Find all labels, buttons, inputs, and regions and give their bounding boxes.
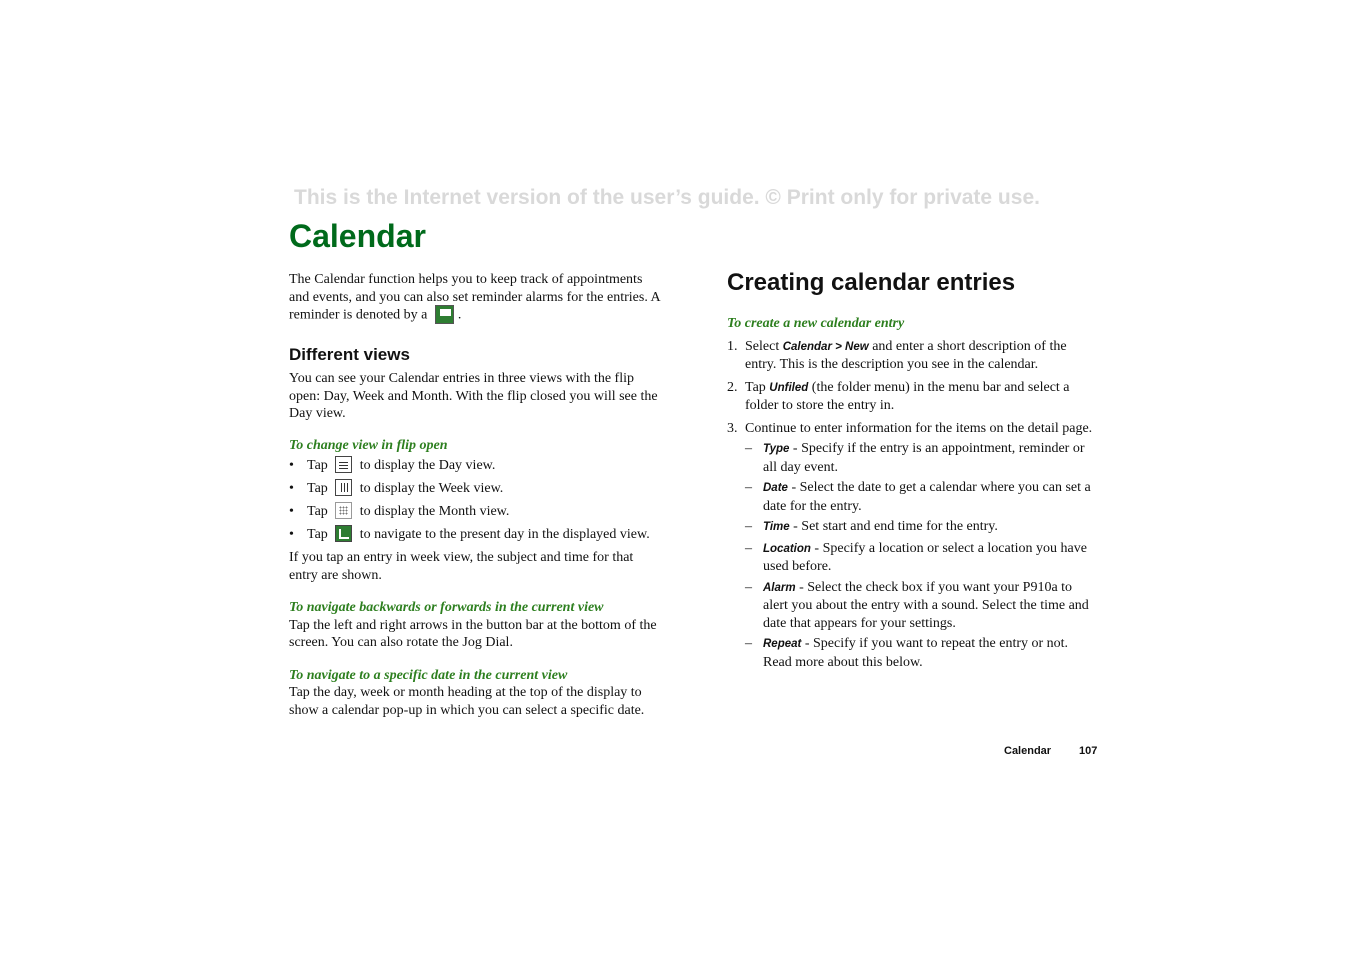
today-icon[interactable] <box>335 525 352 542</box>
intro-text: The Calendar function helps you to keep track of appointments and events, and you can also set reminder alarms for the entries. A reminder is denoted by a <box>289 272 660 323</box>
ui-term: Alarm <box>763 581 796 594</box>
dash: – <box>745 540 752 556</box>
list-item <box>289 480 661 498</box>
list-item <box>745 540 1099 576</box>
bullet-text: to display the Week view. <box>359 481 504 496</box>
tap-label: Tap <box>307 504 328 519</box>
detail-text: - Specify if you want to repeat the entry or not. Read more about this below. <box>763 636 1069 670</box>
change-view-heading: To change view in flip open <box>289 437 448 453</box>
ui-term: Type <box>763 443 790 455</box>
list-item <box>289 457 661 475</box>
step-text: Select <box>745 338 780 354</box>
tap-label: Tap <box>307 527 328 542</box>
dash: – <box>745 519 752 534</box>
bullet-text: to display the Day view. <box>359 458 496 473</box>
watermark: This is the Internet version of the user’s guide. © Print only for private use. <box>294 186 1040 209</box>
detail-text: - Select the date to get a calendar where you can set a date for the entry. <box>763 480 1091 514</box>
month-view-icon[interactable] <box>335 502 352 519</box>
week-view-icon[interactable] <box>335 479 352 496</box>
ui-term: Date <box>763 482 788 494</box>
bullet: • <box>289 481 294 496</box>
dash: – <box>745 579 752 595</box>
list-item <box>745 479 1099 515</box>
bullet: • <box>289 458 294 473</box>
page-title: Calendar <box>289 218 426 254</box>
list-item <box>289 526 661 544</box>
step-text: Tap <box>745 379 766 395</box>
navigate-heading: To navigate backwards or forwards in the current view <box>289 600 604 615</box>
detail-text: - Select the check box if you want your P910a to alert you about the entry with a sound. Select the time and date that appears for your settings. <box>763 579 1089 631</box>
page-number: 107 <box>1079 745 1098 757</box>
list-item <box>745 579 1099 633</box>
step-text: (the folder menu) in the menu bar and select a folder to store the entry in. <box>745 379 1070 413</box>
reminder-flag-icon <box>435 305 454 324</box>
tap-label: Tap <box>307 458 328 473</box>
right-column <box>727 268 1099 676</box>
footer-section: Calendar <box>1004 745 1052 757</box>
bullet: • <box>289 527 294 542</box>
ui-term: Repeat <box>763 638 802 650</box>
list-item <box>289 503 661 521</box>
day-view-icon[interactable] <box>335 456 352 473</box>
list-item <box>727 379 1099 415</box>
bullet: • <box>289 504 294 519</box>
detail-list <box>745 440 1099 671</box>
specific-date-paragraph: Tap the day, week or month heading at the top of the display to show a calendar pop-up in which you can select a specific date. <box>289 685 645 718</box>
step-number: 3. <box>727 420 738 436</box>
ui-term: Time <box>763 521 790 533</box>
ui-term: Location <box>763 542 811 555</box>
navigate-paragraph: Tap the left and right arrows in the button bar at the bottom of the screen. You can also rotate the Jog Dial. <box>289 617 657 650</box>
bullet-text: to navigate to the present day in the displayed view. <box>359 527 650 542</box>
detail-text: - Specify if the entry is an appointment, reminder or all day event. <box>763 441 1085 475</box>
specific-date-heading: To navigate to a specific date in the current view <box>289 667 568 683</box>
step-text: Continue to enter information for the items on the detail page. <box>745 420 1093 436</box>
detail-text: - Set start and end time for the entry. <box>793 519 998 534</box>
list-item <box>745 518 1099 537</box>
different-views-heading: Different views <box>289 345 410 364</box>
ui-term: Calendar > New <box>782 340 869 353</box>
tap-label: Tap <box>307 481 328 496</box>
detail-text: - Specify a location or select a location you have used before. <box>763 540 1087 574</box>
steps-list <box>727 338 1099 672</box>
list-item <box>727 420 1099 672</box>
intro-paragraph <box>289 271 661 325</box>
bullet-text: to display the Month view. <box>359 504 510 519</box>
views-paragraph: You can see your Calendar entries in three views with the flip open: Day, Week and Month. With the flip closed you will see the Day view. <box>289 371 658 421</box>
view-bullets <box>289 457 661 544</box>
list-item <box>727 338 1099 374</box>
intro-end: . <box>457 307 462 323</box>
ui-term: Unfiled <box>769 381 809 394</box>
list-item <box>745 440 1099 476</box>
dash: – <box>745 636 752 651</box>
create-entry-heading: To create a new calendar entry <box>727 316 905 331</box>
dash: – <box>745 441 752 456</box>
step-number: 2. <box>727 379 738 395</box>
week-entry-paragraph: If you tap an entry in week view, the subject and time for that entry are shown. <box>289 550 634 583</box>
left-column <box>289 271 661 719</box>
dash: – <box>745 480 752 495</box>
list-item <box>745 635 1099 671</box>
creating-entries-heading: Creating calendar entries <box>727 269 1016 296</box>
step-number: 1. <box>727 338 738 354</box>
step-text: and enter a short description of the entry. This is the description you see in the calendar. <box>745 338 1067 372</box>
